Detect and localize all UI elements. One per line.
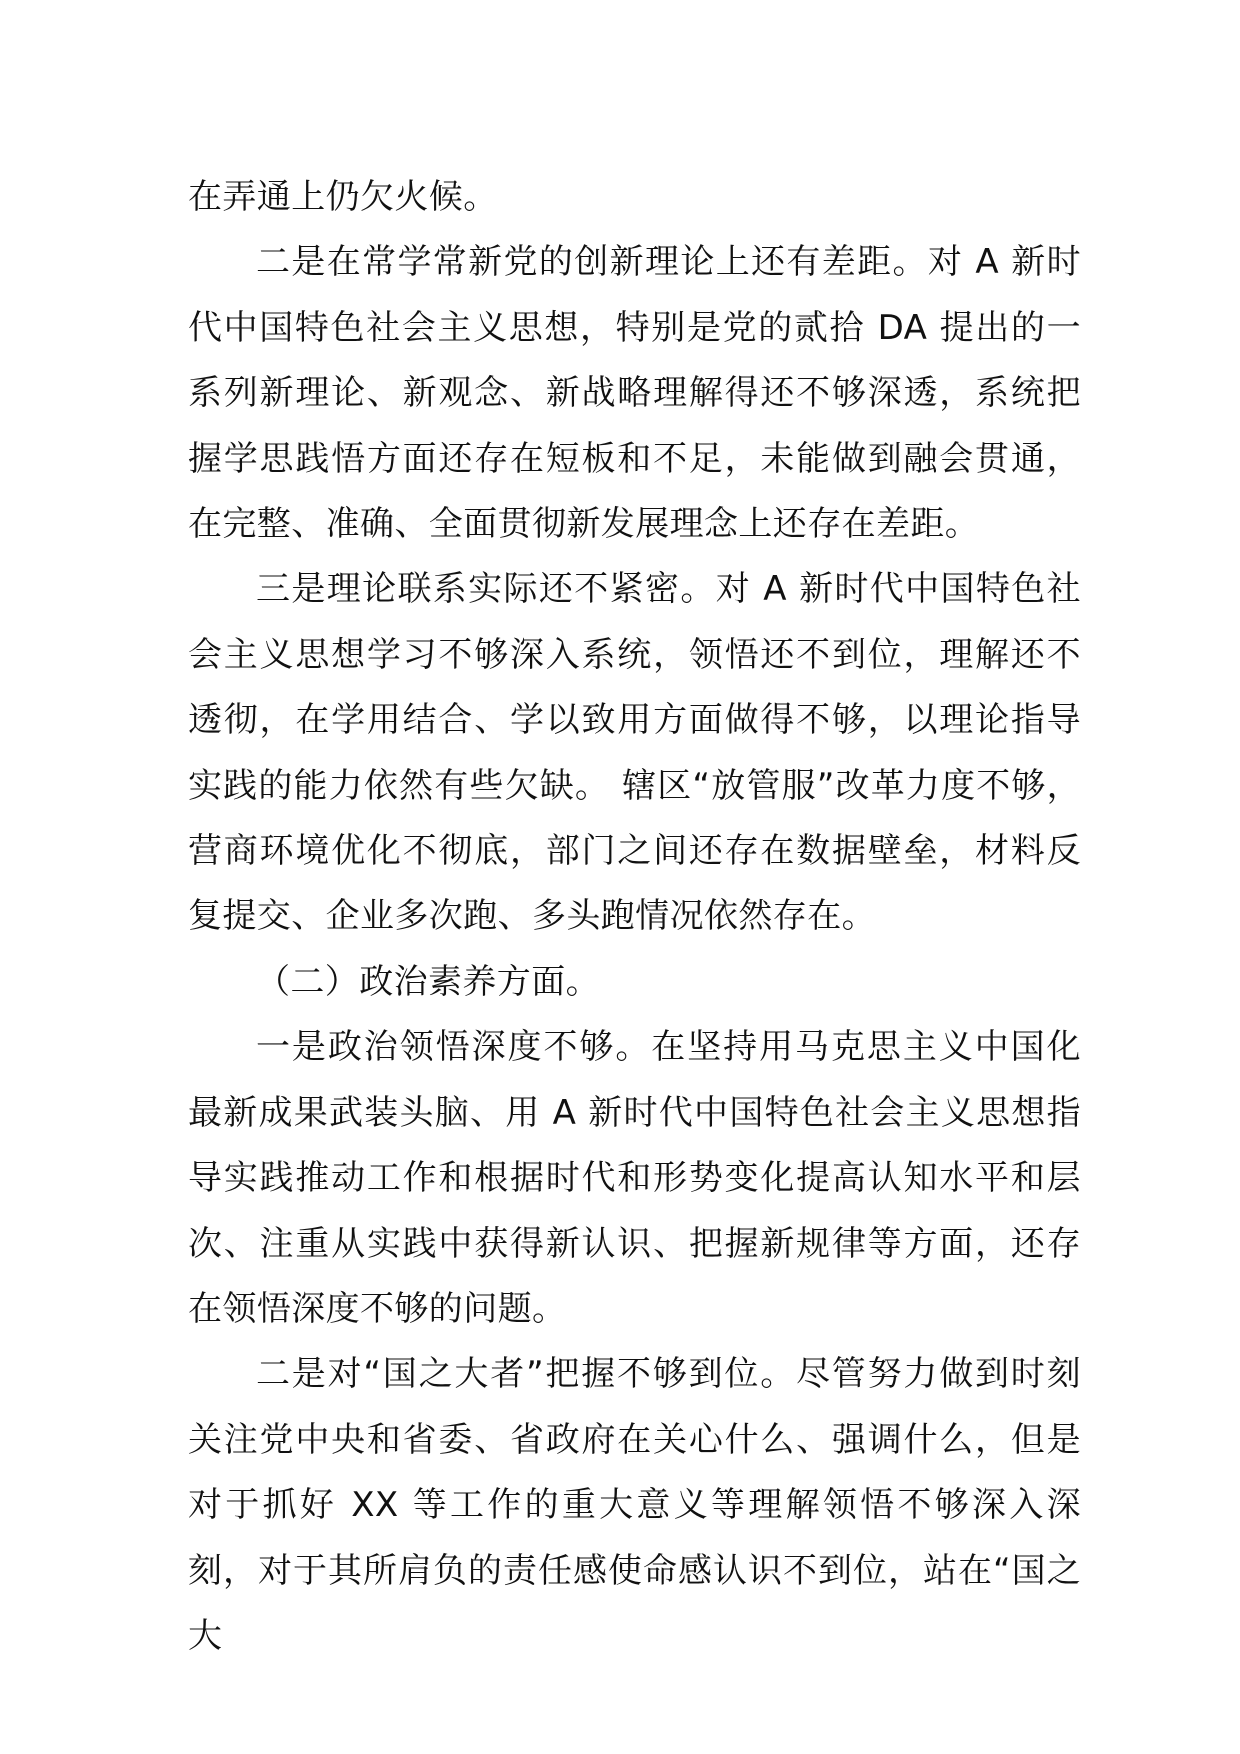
document-body — [188, 165, 1081, 1669]
section-heading-political-literacy: （二）政治素养方面。 — [256, 961, 600, 1002]
paragraph-point-two-theory-gap: 二是在常学常新党的创新理论上还有差距。对 A 新时代中国特色社会主义思想，特别是党的贰拾 DA 提出的一系列新理论、新观念、新战略理解得还不够深透，系统把握学思践悟方面还存在短板和不足，未能做到融会贯通，在完整、准确、全面贯彻新发展理念上还存在差距。 — [188, 242, 1081, 545]
paragraph-point-one-political-comprehension: 一是政治领悟深度不够。在坚持用马克思主义中国化最新成果武装头脑、用 A 新时代中国特色社会主义思想指导实践推动工作和根据时代和形势变化提高认知水平和层次、注重从实践中获得新认识、把握新规律等方面，还存在领悟深度不够的问题。 — [188, 1027, 1081, 1329]
paragraph-continuation: 在弄通上仍欠火候。 — [188, 177, 498, 217]
paragraph-point-two-national-priorities: 二是对“国之大者”把握不够到位。尽管努力做到时刻关注党中央和省委、省政府在关心什么、强调什么，但是对于抓好 XX 等工作的重大意义等理解领悟不够深入深刻，对于其所肩负的责任感使命感认识不到位，站在“国之大 — [188, 1354, 1081, 1656]
paragraph-point-three-theory-practice: 三是理论联系实际还不紧密。对 A 新时代中国特色社会主义思想学习不够深入系统，领悟还不到位，理解还不透彻，在学用结合、学以致用方面做得不够，以理论指导实践的能力依然有些欠缺。 辖区“放管服”改革力度不够，营商环境优化不彻底，部门之间还存在数据壁垒，材料反复提交、企业多次跑、多头跑情况依然存在。 — [188, 569, 1081, 937]
